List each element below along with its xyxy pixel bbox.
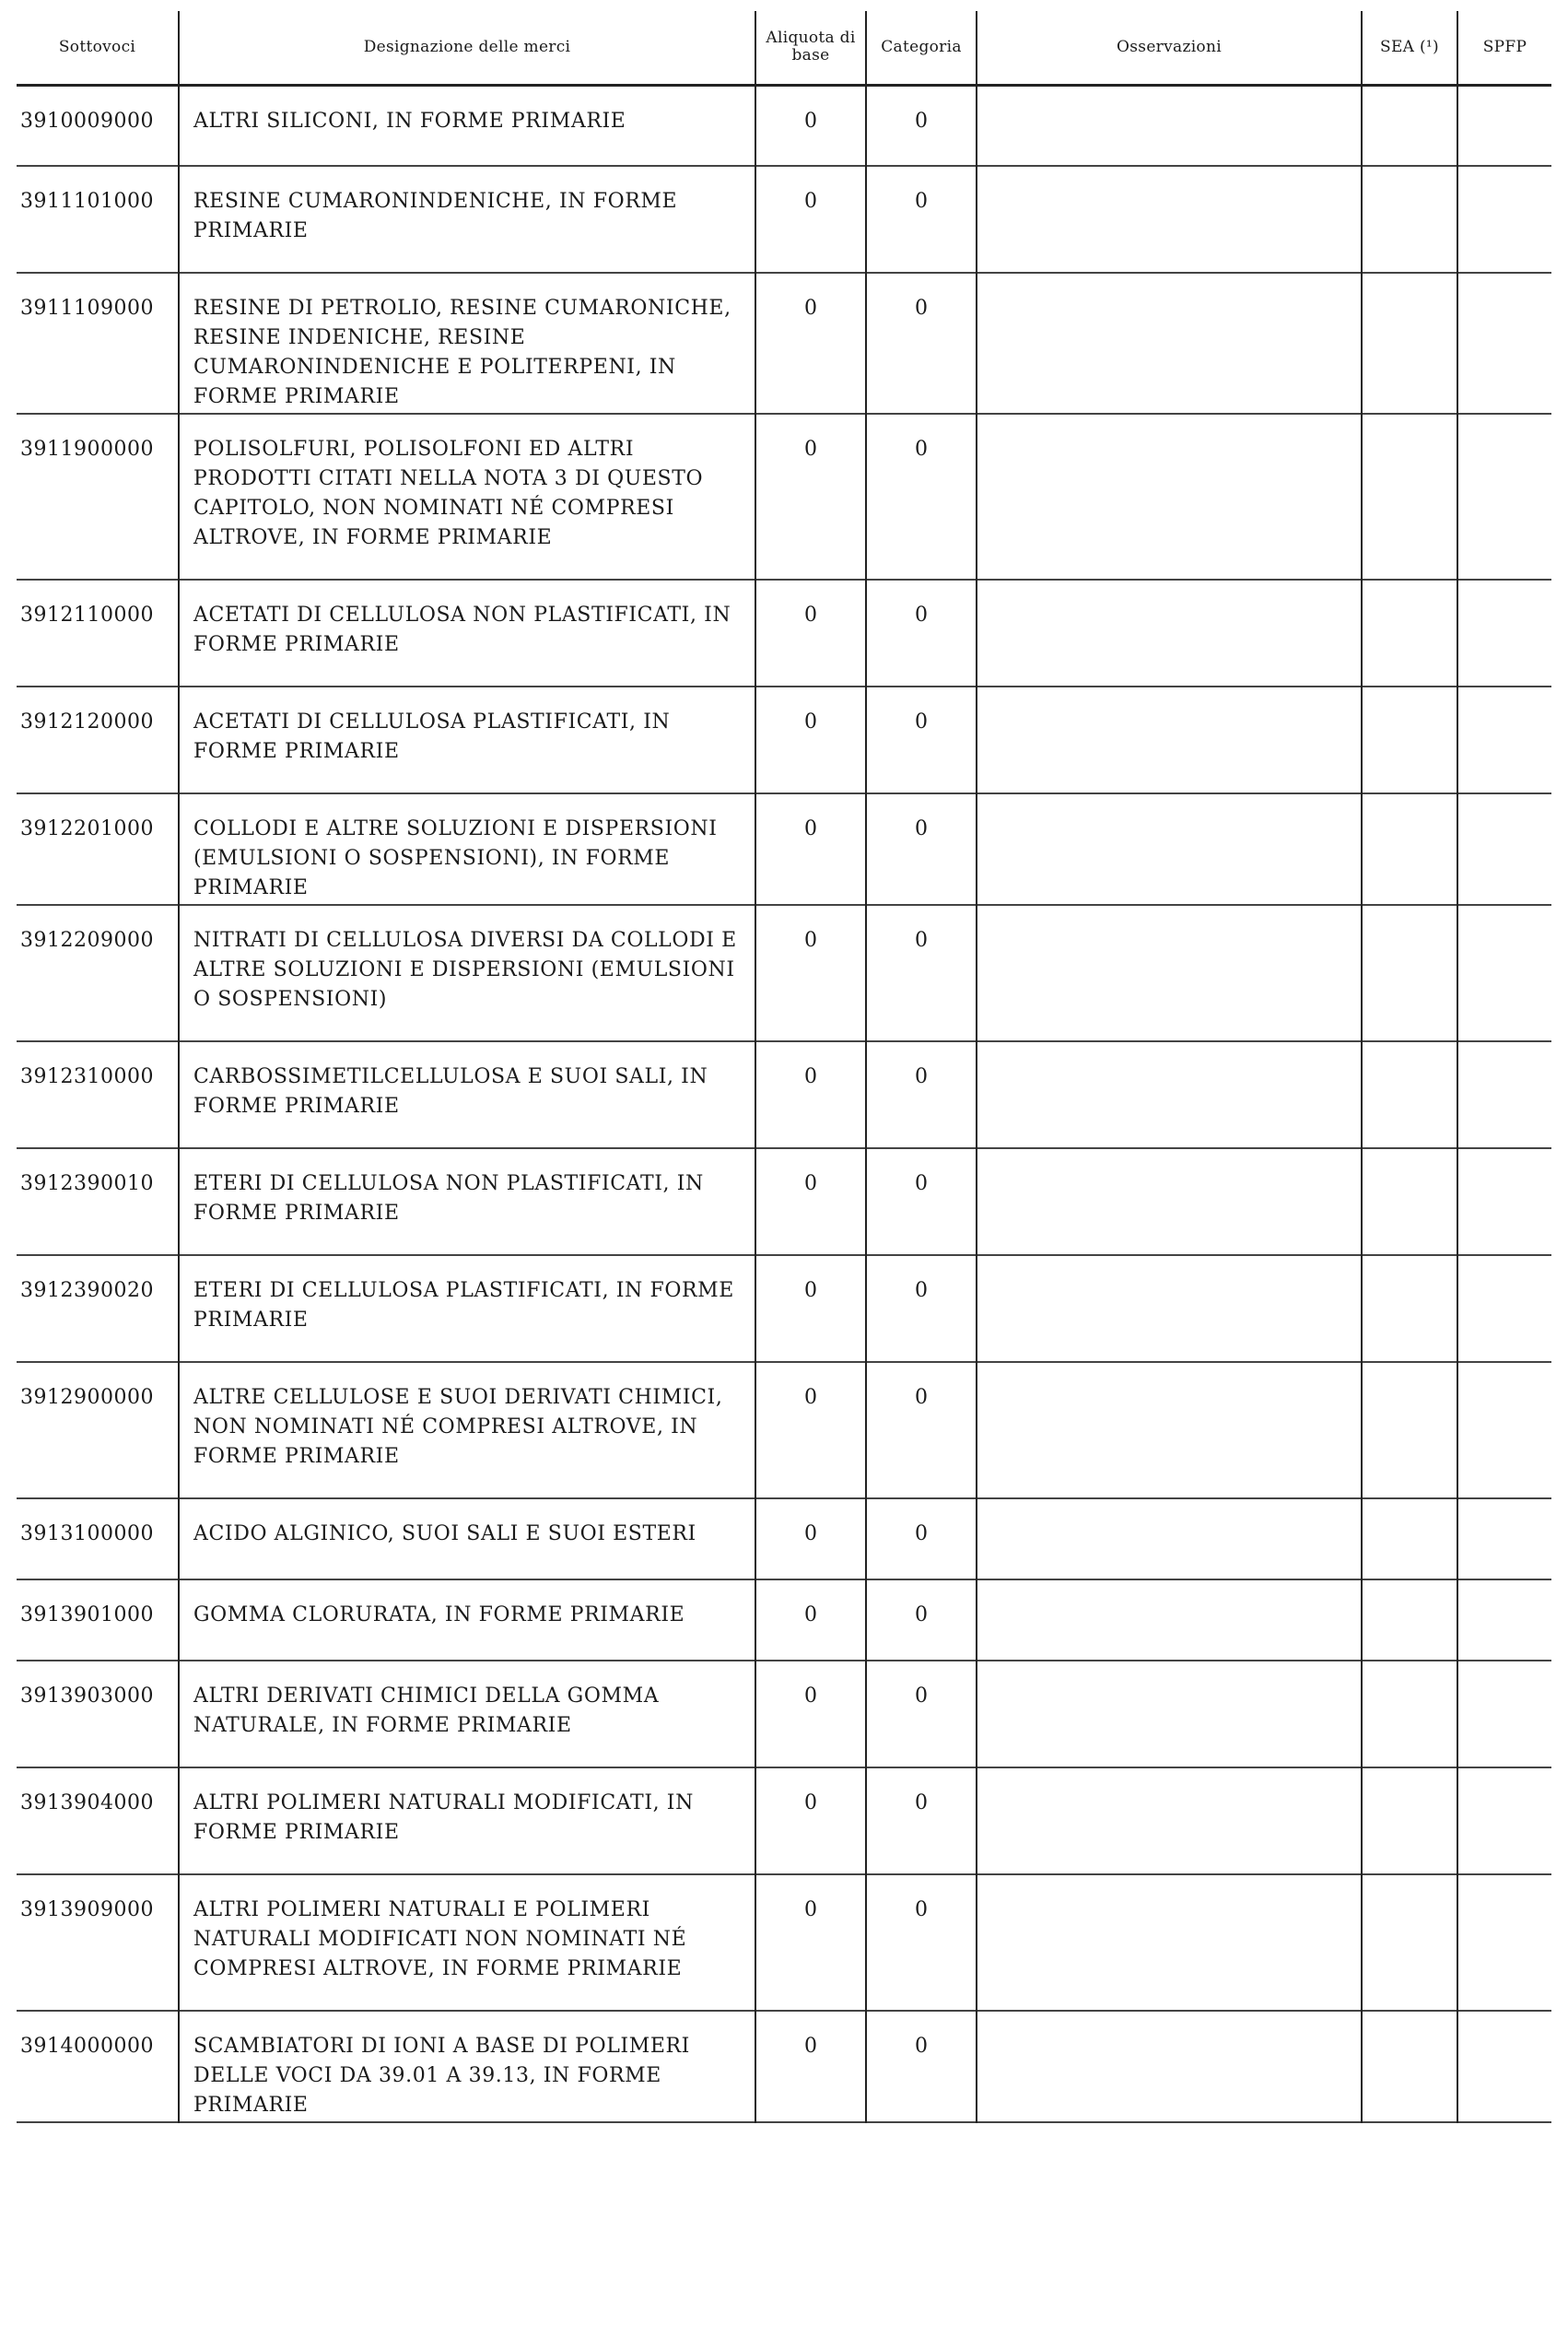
- cell-code: 3911101000: [17, 166, 179, 273]
- table-row: [17, 687, 1551, 793]
- cell-osservazioni: [977, 1498, 1362, 1579]
- cell-aliquota: 0: [755, 687, 866, 793]
- cell-spfp: [1457, 687, 1551, 793]
- cell-spfp: [1457, 580, 1551, 687]
- header-designazione: Designazione delle merci: [179, 11, 755, 85]
- cell-description: ALTRI SILICONI, IN FORME PRIMARIE: [179, 85, 755, 166]
- table-row: [17, 1767, 1551, 1874]
- cell-categoria: 0: [866, 85, 977, 166]
- cell-categoria: 0: [866, 1767, 977, 1874]
- cell-code: 3913904000: [17, 1767, 179, 1874]
- cell-aliquota: 0: [755, 166, 866, 273]
- cell-code: 3911900000: [17, 414, 179, 580]
- table-row: [17, 1255, 1551, 1362]
- cell-osservazioni: [977, 1874, 1362, 2011]
- cell-categoria: 0: [866, 1148, 977, 1255]
- cell-aliquota: 0: [755, 85, 866, 166]
- table-row: [17, 166, 1551, 273]
- cell-categoria: 0: [866, 1498, 977, 1579]
- table-row: [17, 1498, 1551, 1579]
- cell-categoria: 0: [866, 687, 977, 793]
- cell-osservazioni: [977, 687, 1362, 793]
- cell-sea: [1362, 414, 1457, 580]
- cell-spfp: [1457, 793, 1551, 905]
- table-row: [17, 1041, 1551, 1148]
- cell-sea: [1362, 85, 1457, 166]
- cell-sea: [1362, 1041, 1457, 1148]
- cell-spfp: [1457, 1661, 1551, 1767]
- cell-osservazioni: [977, 273, 1362, 414]
- cell-sea: [1362, 273, 1457, 414]
- tariff-table: [17, 11, 1551, 2123]
- cell-categoria: 0: [866, 1661, 977, 1767]
- table-row: [17, 1874, 1551, 2011]
- cell-code: 3912209000: [17, 905, 179, 1041]
- table-header-row: [17, 11, 1551, 85]
- cell-spfp: [1457, 1498, 1551, 1579]
- cell-sea: [1362, 1362, 1457, 1498]
- cell-aliquota: 0: [755, 414, 866, 580]
- cell-description: ETERI DI CELLULOSA PLASTIFICATI, IN FORME PRIMARIE: [179, 1255, 755, 1362]
- header-sottovoci: Sottovoci: [17, 11, 179, 85]
- cell-osservazioni: [977, 1041, 1362, 1148]
- cell-sea: [1362, 2011, 1457, 2122]
- cell-osservazioni: [977, 905, 1362, 1041]
- cell-osservazioni: [977, 166, 1362, 273]
- cell-aliquota: 0: [755, 1579, 866, 1661]
- cell-spfp: [1457, 1255, 1551, 1362]
- cell-description: ETERI DI CELLULOSA NON PLASTIFICATI, IN FORME PRIMARIE: [179, 1148, 755, 1255]
- cell-categoria: 0: [866, 1874, 977, 2011]
- cell-description: ALTRI DERIVATI CHIMICI DELLA GOMMA NATURALE, IN FORME PRIMARIE: [179, 1661, 755, 1767]
- cell-categoria: 0: [866, 414, 977, 580]
- table-row: [17, 414, 1551, 580]
- cell-code: 3913901000: [17, 1579, 179, 1661]
- cell-code: 3912120000: [17, 687, 179, 793]
- cell-categoria: 0: [866, 580, 977, 687]
- table-row: [17, 905, 1551, 1041]
- table-row: [17, 1362, 1551, 1498]
- header-categoria: Categoria: [866, 11, 977, 85]
- cell-code: 3913903000: [17, 1661, 179, 1767]
- cell-categoria: 0: [866, 905, 977, 1041]
- cell-description: ACIDO ALGINICO, SUOI SALI E SUOI ESTERI: [179, 1498, 755, 1579]
- cell-sea: [1362, 1255, 1457, 1362]
- cell-description: COLLODI E ALTRE SOLUZIONI E DISPERSIONI (EMULSIONI O SOSPENSIONI), IN FORME PRIMARIE: [179, 793, 755, 905]
- cell-spfp: [1457, 1767, 1551, 1874]
- cell-description: ACETATI DI CELLULOSA PLASTIFICATI, IN FORME PRIMARIE: [179, 687, 755, 793]
- header-aliquota: Aliquota di base: [755, 11, 866, 85]
- cell-description: ALTRI POLIMERI NATURALI MODIFICATI, IN FORME PRIMARIE: [179, 1767, 755, 1874]
- cell-aliquota: 0: [755, 1767, 866, 1874]
- cell-sea: [1362, 687, 1457, 793]
- table-row: [17, 1579, 1551, 1661]
- table-row: [17, 85, 1551, 166]
- cell-description: NITRATI DI CELLULOSA DIVERSI DA COLLODI E ALTRE SOLUZIONI E DISPERSIONI (EMULSIONI O SOSPENSIONI): [179, 905, 755, 1041]
- cell-code: 3913909000: [17, 1874, 179, 2011]
- cell-code: 3912390010: [17, 1148, 179, 1255]
- table-row: [17, 1661, 1551, 1767]
- cell-categoria: 0: [866, 1579, 977, 1661]
- cell-sea: [1362, 905, 1457, 1041]
- cell-spfp: [1457, 85, 1551, 166]
- cell-categoria: 0: [866, 1255, 977, 1362]
- cell-aliquota: 0: [755, 1362, 866, 1498]
- cell-aliquota: 0: [755, 273, 866, 414]
- cell-spfp: [1457, 1874, 1551, 2011]
- cell-categoria: 0: [866, 273, 977, 414]
- table-row: [17, 580, 1551, 687]
- cell-code: 3914000000: [17, 2011, 179, 2122]
- cell-description: GOMMA CLORURATA, IN FORME PRIMARIE: [179, 1579, 755, 1661]
- cell-sea: [1362, 1767, 1457, 1874]
- cell-spfp: [1457, 166, 1551, 273]
- cell-osservazioni: [977, 2011, 1362, 2122]
- cell-osservazioni: [977, 85, 1362, 166]
- header-sea: SEA (¹): [1362, 11, 1457, 85]
- cell-categoria: 0: [866, 2011, 977, 2122]
- cell-code: 3912201000: [17, 793, 179, 905]
- table-row: [17, 2011, 1551, 2122]
- cell-sea: [1362, 1661, 1457, 1767]
- cell-aliquota: 0: [755, 1255, 866, 1362]
- cell-categoria: 0: [866, 1041, 977, 1148]
- cell-code: 3912110000: [17, 580, 179, 687]
- cell-aliquota: 0: [755, 1041, 866, 1148]
- cell-aliquota: 0: [755, 1874, 866, 2011]
- cell-description: ALTRI POLIMERI NATURALI E POLIMERI NATURALI MODIFICATI NON NOMINATI NÉ COMPRESI ALTROVE, IN FORME PRIMARIE: [179, 1874, 755, 2011]
- header-spfp: SPFP: [1482, 37, 1527, 56]
- cell-code: 3911109000: [17, 273, 179, 414]
- cell-sea: [1362, 166, 1457, 273]
- cell-aliquota: 0: [755, 580, 866, 687]
- cell-description: POLISOLFURI, POLISOLFONI ED ALTRI PRODOTTI CITATI NELLA NOTA 3 DI QUESTO CAPITOLO, NON NOMINATI NÉ COMPRESI ALTROVE, IN FORME PRIMARIE: [179, 414, 755, 580]
- cell-code: 3912900000: [17, 1362, 179, 1498]
- cell-sea: [1362, 1579, 1457, 1661]
- cell-spfp: [1457, 1148, 1551, 1255]
- cell-aliquota: 0: [755, 905, 866, 1041]
- table-row: [17, 793, 1551, 905]
- cell-description: CARBOSSIMETILCELLULOSA E SUOI SALI, IN FORME PRIMARIE: [179, 1041, 755, 1148]
- cell-description: RESINE CUMARONINDENICHE, IN FORME PRIMARIE: [179, 166, 755, 273]
- cell-spfp: [1457, 1041, 1551, 1148]
- cell-osservazioni: [977, 580, 1362, 687]
- cell-sea: [1362, 580, 1457, 687]
- cell-description: ALTRE CELLULOSE E SUOI DERIVATI CHIMICI, NON NOMINATI NÉ COMPRESI ALTROVE, IN FORME PRIMARIE: [179, 1362, 755, 1498]
- cell-code: 3913100000: [17, 1498, 179, 1579]
- cell-aliquota: 0: [755, 793, 866, 905]
- cell-osservazioni: [977, 793, 1362, 905]
- cell-osservazioni: [977, 1362, 1362, 1498]
- cell-osservazioni: [977, 1579, 1362, 1661]
- cell-osservazioni: [977, 1661, 1362, 1767]
- cell-spfp: [1457, 1579, 1551, 1661]
- cell-spfp: [1457, 273, 1551, 414]
- cell-categoria: 0: [866, 793, 977, 905]
- table-row: [17, 273, 1551, 414]
- cell-aliquota: 0: [755, 2011, 866, 2122]
- cell-description: ACETATI DI CELLULOSA NON PLASTIFICATI, IN FORME PRIMARIE: [179, 580, 755, 687]
- cell-description: SCAMBIATORI DI IONI A BASE DI POLIMERI DELLE VOCI DA 39.01 A 39.13, IN FORME PRIMARIE: [179, 2011, 755, 2122]
- cell-aliquota: 0: [755, 1498, 866, 1579]
- cell-osservazioni: [977, 1255, 1362, 1362]
- cell-sea: [1362, 1874, 1457, 2011]
- table-row: [17, 1148, 1551, 1255]
- header-osservazioni: Osservazioni: [977, 11, 1362, 85]
- cell-aliquota: 0: [755, 1148, 866, 1255]
- cell-spfp: [1457, 2011, 1551, 2122]
- cell-code: 3912390020: [17, 1255, 179, 1362]
- cell-spfp: [1457, 1362, 1551, 1498]
- cell-sea: [1362, 793, 1457, 905]
- cell-description: RESINE DI PETROLIO, RESINE CUMARONICHE, RESINE INDENICHE, RESINE CUMARONINDENICHE E POLITERPENI, IN FORME PRIMARIE: [179, 273, 755, 414]
- cell-osservazioni: [977, 1148, 1362, 1255]
- cell-aliquota: 0: [755, 1661, 866, 1767]
- cell-sea: [1362, 1148, 1457, 1255]
- cell-spfp: [1457, 905, 1551, 1041]
- cell-spfp: [1457, 414, 1551, 580]
- cell-categoria: 0: [866, 166, 977, 273]
- cell-code: 3912310000: [17, 1041, 179, 1148]
- cell-osservazioni: [977, 414, 1362, 580]
- cell-sea: [1362, 1498, 1457, 1579]
- cell-categoria: 0: [866, 1362, 977, 1498]
- cell-osservazioni: [977, 1767, 1362, 1874]
- cell-code: 3910009000: [17, 85, 179, 166]
